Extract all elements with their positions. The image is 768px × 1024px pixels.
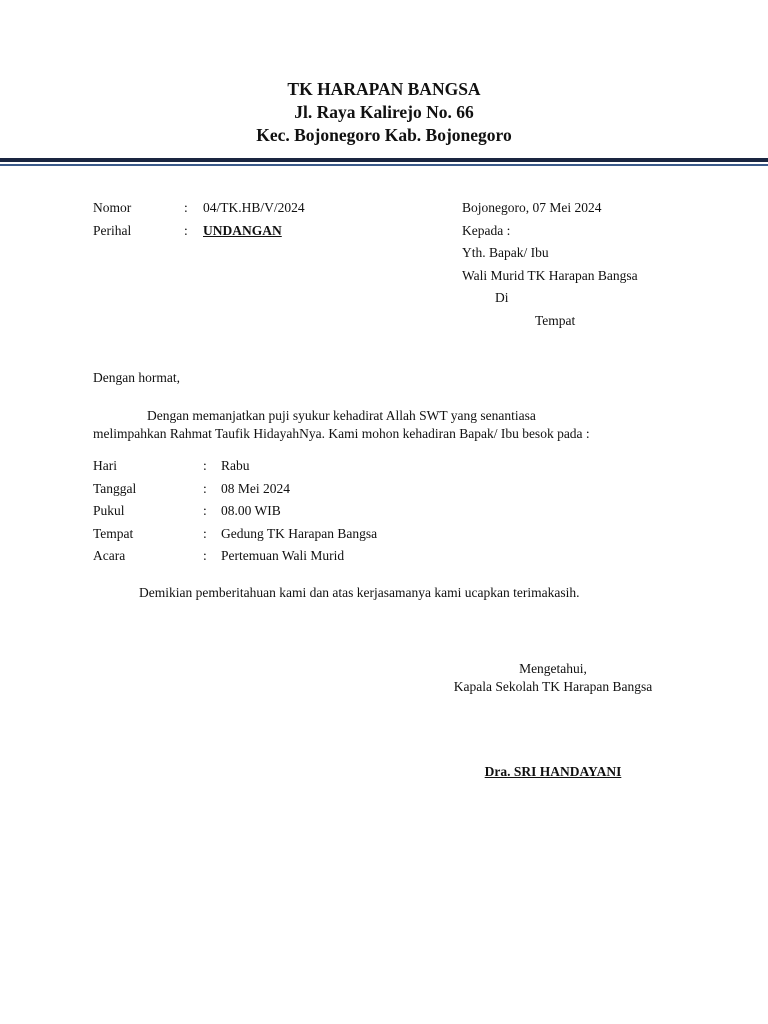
intro-paragraph: [93, 407, 683, 443]
event-colon: :: [203, 548, 207, 563]
event-colon: :: [203, 525, 207, 541]
event-label: Tempat: [93, 525, 134, 541]
signatory-name: Dra. SRI HANDAYANI: [484, 764, 622, 779]
event-colon: :: [203, 458, 207, 473]
school-name: TK HARAPAN BANGSA: [287, 79, 481, 99]
place-date: Bojonegoro, 07 Mei 2024: [462, 200, 602, 215]
intro-line-1: Dengan memanjatkan puji syukur kehadirat Allah SWT yang senantiasa: [147, 408, 536, 423]
kepada-label: Kepada :: [462, 222, 511, 238]
event-value: Rabu: [221, 458, 250, 473]
event-value: 08.00 WIB: [221, 503, 281, 518]
intro-line-2: melimpahkan Rahmat Taufik HidayahNya. Kami mohon kehadiran Bapak/ Ibu besok pada :: [93, 426, 590, 441]
nomor-value: 04/TK.HB/V/2024: [203, 200, 305, 215]
event-colon: :: [203, 480, 207, 496]
school-address: Jl. Raya Kalirejo No. 66: [294, 102, 474, 122]
letterhead-divider-thick: [0, 158, 768, 162]
signature-block: [430, 660, 676, 696]
recipient-tempat: Tempat: [535, 312, 576, 328]
perihal-colon: :: [184, 223, 188, 238]
nomor-label: Nomor: [93, 200, 132, 215]
event-value: 08 Mei 2024: [221, 480, 290, 496]
recipient-wali: Wali Murid TK Harapan Bangsa: [462, 267, 638, 283]
perihal-label: Perihal: [93, 223, 132, 238]
recipient-yth: Yth. Bapak/ Ibu: [462, 245, 549, 260]
event-label: Pukul: [93, 503, 125, 518]
event-label: Acara: [93, 548, 126, 563]
closing-sentence: Demikian pemberitahuan kami dan atas kerjasamanya kami ucapkan terimakasih.: [139, 585, 580, 600]
perihal-value: UNDANGAN: [203, 223, 282, 238]
letterhead-divider-thin: [0, 164, 768, 166]
school-district: Kec. Bojonegoro Kab. Bojonegoro: [256, 125, 512, 145]
signature-position: Kapala Sekolah TK Harapan Bangsa: [453, 679, 653, 694]
signature-mengetahui: Mengetahui,: [519, 661, 587, 676]
letterhead: [0, 78, 768, 147]
event-value: Pertemuan Wali Murid: [221, 548, 345, 563]
nomor-colon: :: [184, 200, 188, 215]
event-value: Gedung TK Harapan Bangsa: [221, 525, 378, 541]
event-colon: :: [203, 503, 207, 518]
event-label: Tanggal: [93, 480, 137, 496]
greeting: Dengan hormat,: [93, 370, 180, 385]
recipient-block: [462, 199, 638, 334]
recipient-di: Di: [495, 290, 509, 305]
event-label: Hari: [93, 458, 117, 473]
